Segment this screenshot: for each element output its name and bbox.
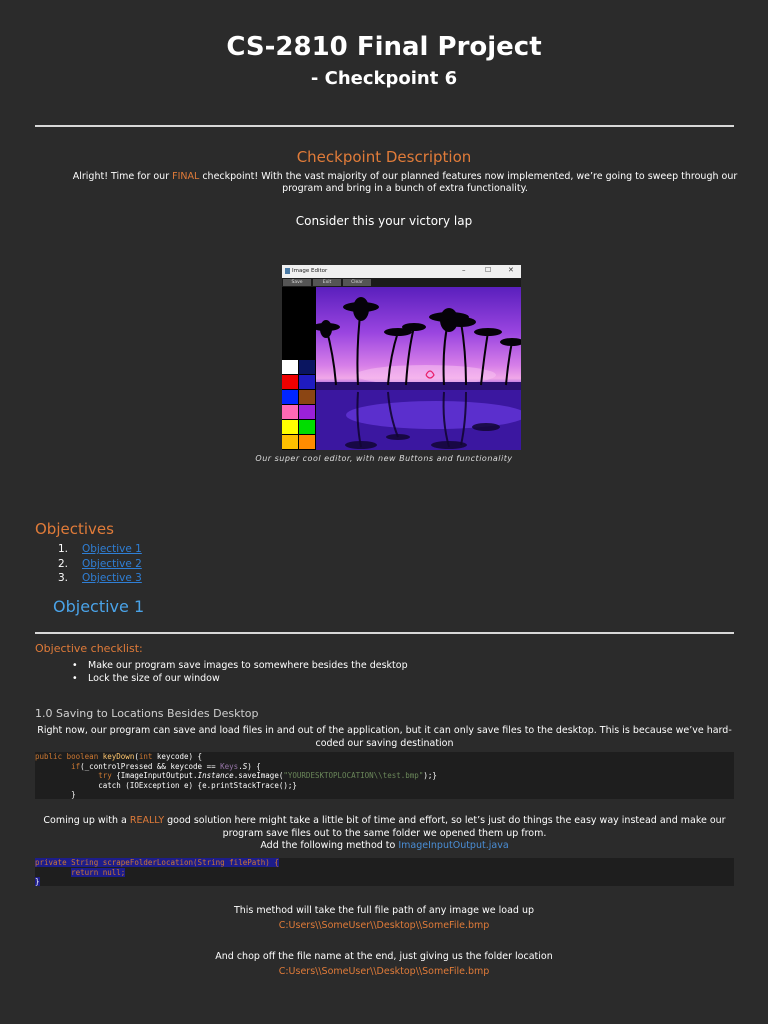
close-icon: ✕ — [508, 266, 514, 274]
code-block: private String scrapeFolderLocation(String filePath) { return null; } — [35, 858, 734, 886]
paragraph: Right now, our program can save and load files in and out of the application, but it can only save files to the desktop. This is because we’ve hard-coded our saving destination — [37, 725, 732, 749]
objective-1-link[interactable]: Objective 1 — [82, 543, 142, 555]
palette-swatch — [282, 420, 298, 434]
editor-screenshot — [282, 265, 521, 450]
page-subtitle: - Checkpoint 6 — [310, 68, 458, 89]
app-icon — [285, 268, 290, 274]
really-highlight: REALLY — [129, 815, 165, 826]
objective-2-link[interactable]: Objective 2 — [82, 558, 142, 570]
list-item: • Make our program save images to somewhere besides the desktop — [72, 660, 408, 671]
palette-swatch — [299, 390, 315, 404]
file-link[interactable]: ImageInputOutput.java — [398, 840, 509, 851]
paragraph: And chop off the file name at the end, just giving us the folder location C:Users\\SomeUser\\Desktop\\SomeFile.bmp — [215, 951, 553, 977]
checklist-heading: Objective checklist: — [35, 642, 143, 655]
divider — [35, 125, 734, 127]
sub-heading: 1.0 Saving to Locations Besides Desktop — [35, 707, 259, 720]
image-caption: Our super cool editor, with new Buttons and functionality — [255, 454, 513, 463]
final-highlight: FINAL — [172, 171, 200, 182]
paragraph: This method will take the full file path of any image we load up C:Users\\SomeUser\\Desktop\\SomeFile.bmp — [233, 905, 535, 931]
paragraph: Coming up with a REALLY good solution here might take a little bit of time and effort, so let’s just do things the easy way instead and make our program save files out to the same folder we opened them up from. Add the following method to ImageInputOutput.java — [43, 815, 726, 851]
path-example: C:Users\\SomeUser\\Desktop\\SomeFile.bmp — [278, 920, 490, 931]
list-item: • Lock the size of our window — [72, 673, 220, 684]
palette-swatch — [282, 390, 298, 404]
editor-clear-button: Clear — [343, 279, 371, 286]
editor-canvas-image — [316, 287, 521, 450]
maximize-icon: ☐ — [485, 266, 492, 274]
objective-3-link[interactable]: Objective 3 — [82, 572, 142, 584]
palette-swatch — [299, 420, 315, 434]
code-block: public boolean keyDown(int keycode) { if(_controlPressed && keycode == Keys.S) { try {ImageInputOutput.Instance.saveImage("YOURDESKTOPLOCATION\\test.bmp");} catch (IOException e) {e.printStackTrace();} } — [35, 752, 734, 799]
palette-swatch — [299, 360, 315, 374]
editor-window-title: Image Editor — [292, 268, 328, 274]
path-example: C:Users\\SomeUser\\Desktop\\SomeFile.bmp — [278, 966, 490, 977]
palette-swatch — [282, 360, 298, 374]
palette-swatch — [282, 405, 298, 419]
toc-item: 1. Objective 1 — [58, 543, 142, 555]
section-heading: Checkpoint Description — [296, 148, 472, 166]
editor-exit-button: Exit — [313, 279, 341, 286]
toc-item: 2. Objective 2 — [58, 558, 142, 570]
palette-swatch — [299, 435, 315, 449]
description-paragraph: Alright! Time for our FINAL checkpoint! With the vast majority of our planned features now implemented, we’re going to sweep through our program and bring in a bunch of extra functionality. — [72, 171, 738, 194]
objective-1-heading: Objective 1 — [53, 597, 145, 616]
toc-item: 3. Objective 3 — [58, 572, 142, 584]
palette-swatch — [282, 435, 298, 449]
palette-swatch — [282, 375, 298, 389]
minimize-icon: – — [462, 266, 466, 274]
objectives-heading: Objectives — [35, 520, 114, 538]
editor-save-button: Save — [283, 279, 311, 286]
victory-text: Consider this your victory lap — [295, 214, 473, 228]
page-title: CS-2810 Final Project — [226, 32, 542, 62]
editor-titlebar — [282, 265, 521, 278]
palette-swatch — [299, 375, 315, 389]
palette-swatch — [299, 405, 315, 419]
editor-toolbar — [282, 278, 521, 287]
divider — [35, 632, 734, 634]
